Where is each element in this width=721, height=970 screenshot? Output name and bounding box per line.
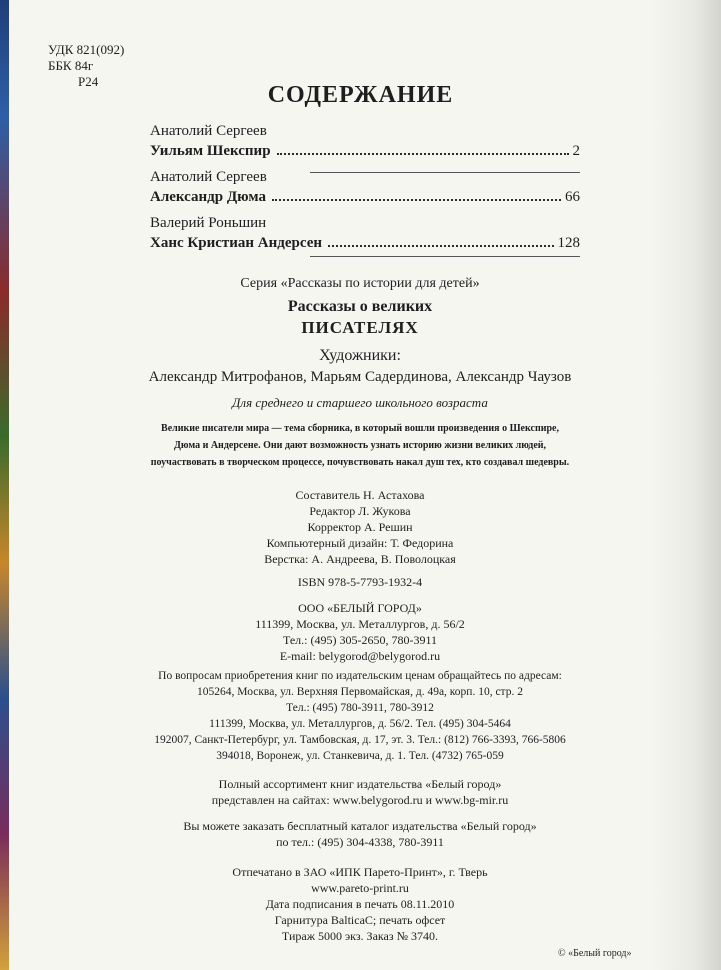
illustrators-label: Художники: [319, 347, 401, 364]
assortment-line: представлен на сайтах: www.belygorod.ru и www.bg-mir.ru [211, 793, 509, 807]
order-line: По вопросам приобретения книг по издательским ценам обращайтесь по адресам: [158, 670, 562, 682]
table-of-contents [150, 122, 580, 260]
toc-leader-dots [328, 245, 553, 247]
publisher-info [40, 600, 680, 664]
toc-line [150, 233, 580, 253]
staff-line: Корректор А. Решин [307, 520, 413, 534]
toc-author: Анатолий Сергеев [150, 123, 267, 139]
toc-page-number: 128 [557, 235, 580, 251]
toc-page-number: 2 [572, 143, 580, 159]
order-line: 105264, Москва, ул. Верхняя Первомайская, д. 49а, корп. 10, стр. 2 [197, 686, 523, 698]
printing-line: Дата подписания в печать 08.11.2010 [265, 897, 455, 911]
order-line: 111399, Москва, ул. Металлургов, д. 56/2. Тел. (495) 304-5464 [209, 718, 511, 730]
staff-line: Составитель Н. Астахова [295, 488, 425, 502]
printing-line: Гарнитура BalticaC; печать офсет [274, 913, 446, 927]
toc-separator-rule [310, 172, 580, 173]
publisher-email: E-mail: belygorod@belygorod.ru [279, 649, 441, 663]
toc-author: Валерий Роньшин [150, 215, 267, 231]
publisher-name: ООО «БЕЛЫЙ ГОРОД» [298, 601, 422, 615]
toc-line [150, 187, 580, 207]
publisher-phone: Тел.: (495) 305-2650, 780-3911 [282, 633, 438, 647]
printing-line: www.pareto-print.ru [311, 881, 409, 895]
toc-page-number: 66 [565, 189, 580, 205]
toc-entry [150, 214, 580, 253]
toc-work-title: Александр Дюма [150, 189, 267, 205]
staff-line: Компьютерный дизайн: Т. Федорина [266, 536, 454, 550]
catalog-line: Вы можете заказать бесплатный каталог издательства «Белый город» [183, 819, 537, 833]
annotation-line: Великие писатели мира — тема сборника, в который вошли произведения о Шекспире, [161, 423, 559, 434]
toc-work-title: Ханс Кристиан Андерсен [150, 235, 323, 251]
printing-line: Отпечатано в ЗАО «ИПК Парето-Принт», г. Тверь [232, 865, 488, 879]
order-line: 192007, Санкт-Петербург, ул. Тамбовская, д. 17, эт. 3. Тел.: (812) 766-3393, 766-5806 [154, 734, 566, 746]
bbk-code: ББК 84г [48, 58, 94, 73]
annotation-line: поучаствовать в творческом процессе, почувствовать накал душ тех, кто создавал шедевры. [150, 457, 570, 468]
toc-line [150, 141, 580, 161]
staff-credits [40, 487, 680, 567]
toc-leader-dots [272, 199, 561, 201]
assortment-line: Полный ассортимент книг издательства «Белый город» [218, 777, 502, 791]
annotation [80, 420, 640, 471]
order-line: 394018, Воронеж, ул. Станкевича, д. 1. Тел. (4732) 765-059 [216, 750, 504, 762]
contents-title: СОДЕРЖАНИЕ [267, 82, 454, 108]
illustrators-names: Александр Митрофанов, Марьям Садердинова, Александр Чаузов [148, 369, 572, 385]
printing-line: Тираж 5000 экз. Заказ № 3740. [281, 929, 439, 943]
cover-art-edge [0, 0, 9, 970]
toc-entry [150, 122, 580, 161]
order-addresses [40, 668, 680, 764]
catalog-line: по тел.: (495) 304-4338, 780-3911 [276, 835, 444, 849]
toc-leader-dots [277, 153, 569, 155]
author-mark: Р24 [78, 74, 99, 89]
toc-work-title: Уильям Шекспир [150, 143, 271, 159]
isbn: ISBN 978-5-7793-1932-4 [297, 575, 423, 589]
staff-line: Редактор Л. Жукова [309, 504, 411, 518]
annotation-line: Дюма и Андерсене. Они дают возможность узнать историю жизни великих людей, [173, 440, 547, 451]
copyright-note: © «Белый город» [558, 948, 632, 959]
order-line: Тел.: (495) 780-3911, 780-3912 [286, 702, 434, 714]
assortment-info [40, 776, 680, 808]
staff-line: Верстка: А. Андреева, В. Поволоцкая [264, 552, 456, 566]
age-group: Для среднего и старшего школьного возраста [232, 395, 488, 410]
book-title-line-1: Рассказы о великих [287, 298, 433, 315]
catalog-info [40, 818, 680, 850]
printing-info [40, 864, 680, 944]
toc-entry [150, 168, 580, 207]
toc-separator-rule [310, 256, 580, 257]
toc-author: Анатолий Сергеев [150, 169, 267, 185]
publisher-address: 111399, Москва, ул. Металлургов, д. 56/2 [255, 617, 465, 631]
series-name: Серия «Рассказы по истории для детей» [240, 276, 480, 291]
book-title-line-2: ПИСАТЕЛЯХ [301, 318, 419, 337]
udk-code: УДК 821(092) [48, 42, 125, 57]
